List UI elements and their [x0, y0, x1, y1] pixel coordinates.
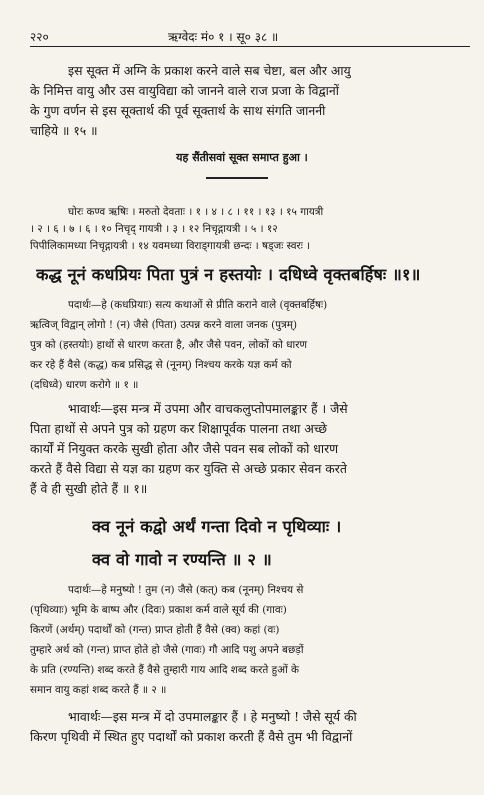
intro-line: पिपीलिकामध्या निचृद्गायत्री । १४ यवमध्या विराड्गायत्री छन्दः । षड्जः स्वरः । — [30, 240, 311, 252]
bhavartha-line: पिता हाथों से अपने पुत्र को ग्रहण कर शिक्षापूर्वक पालना तथा अच्छे — [30, 421, 328, 436]
running-title: ऋग्वेदः मं० १ । सू० ३८ ॥ — [168, 30, 279, 44]
intro-line: घोरः कण्व ऋषिः । मरुतो देवताः । १ । ४ । ८ । ११ । १३ । १५ गायत्री — [68, 206, 324, 218]
bhavartha-line: हैं वे ही सुखी होते हैं ॥ १॥ — [30, 481, 148, 496]
mantra-2-line-2: क्व वो गावो न रण्यन्ति ॥ २ ॥ — [92, 550, 272, 569]
padartha-line: पदार्थः—हे (कधप्रियाः) सत्य कथाओं से प्रीति कराने वाले (वृक्तबर्हिषः) — [68, 299, 328, 311]
bhavartha-line: भावार्थः—इस मन्त्र में उपमा और वाचकलुप्तोपमालङ्कार हैं । जैसे — [68, 401, 348, 416]
padartha-line: कर रहे हैं वैसे (कद्ध) कब प्रसिद्ध से (नूनम्) निश्चय करके यज्ञ कर्म को — [30, 359, 292, 371]
mantra-1: कद्ध नूनं कधप्रियः पिता पुत्रं न हस्तयोः । दधिध्वे वृक्तबर्हिषः ॥१॥ — [36, 265, 421, 284]
intro-line: । २ । ६ । ७ । ६ । १० निचृद् गायत्री । ३ । १२ निचृद्गायत्री । ५ । १२ — [30, 223, 278, 235]
padartha-line: (पृथिव्याः) भूमि के बाष्प और (दिवः) प्रकाश कर्म वाले सूर्य की (गावः) — [30, 604, 287, 616]
padartha-line: तुम्हारे अर्थ को (गन्त) प्राप्त होते हो जैसे (गावः) गौ आदि पशु अपने बछड़ों — [30, 644, 304, 656]
bhavartha-line: करते हैं वैसे विद्या से यज्ञ का ग्रहण कर युक्ति से अच्छे प्रकार सेवन करते — [30, 461, 347, 476]
padartha-line: पुत्र को (हस्तयोः) हाथों से धारण करता है, और जैसे पवन, लोकों को धारण — [30, 339, 308, 351]
header-rule — [30, 46, 470, 47]
summary-line: चाहिये ॥ १५ ॥ — [30, 123, 98, 138]
padartha-line: (दधिध्वे) धारण करोगे ॥ १ ॥ — [30, 379, 139, 391]
padartha-line: ऋत्विज् विद्वान् लोगो ! (न) जैसे (पिता) उत्पन्न करने वाला जनक (पुत्रम्) — [30, 319, 298, 331]
mantra-2-line-1: क्व नूनं कद्वो अर्थं गन्ता दिवो न पृथिव्याः । — [92, 517, 342, 536]
bhavartha-line: कार्यों में नियुक्त करके सुखी होता और जैसे पवन सब लोकों को धारण — [30, 441, 339, 456]
summary-line: के गुण वर्णन से इस सूक्तार्थ की पूर्व सूक्तार्थ के साथ संगति जाननी — [30, 103, 326, 118]
padartha-line: पदार्थः—हे मनुष्यो ! तुम (न) जैसे (कत्) कब (नूनम्) निश्चय से — [68, 584, 304, 596]
bhavartha-line: भावार्थः—इस मन्त्र में दो उपमालङ्कार हैं । हे मनुष्यो ! जैसे सूर्य की — [68, 709, 357, 724]
summary-line: इस सूक्त में अग्नि के प्रकाश करने वाले सब चेष्टा, बल और आयु — [68, 63, 351, 78]
section-divider — [206, 177, 268, 179]
bhavartha-line: किरण पृथिवी में स्थित हुए पदार्थों को प्रकाश करती हैं वैसे तुम भी विद्वानों — [30, 729, 353, 744]
padartha-line: के प्रति (रण्यन्ति) शब्द करते हैं वैसे तुम्हारी गाय आदि शब्द करते हुओं के — [30, 664, 300, 676]
sukta-closing-note: यह सैंतीसवां सूक्त समाप्त हुआ । — [176, 151, 308, 164]
summary-line: के निमित्त वायु और उस वायुविद्या को जानने वाले राज प्रजा के विद्वानों — [30, 83, 339, 98]
padartha-line: किरणें (अर्थम्) पदार्थों को (गन्त) प्राप्त होती हैं वैसे (क्व) कहां (वः) — [30, 624, 280, 636]
page-number: २२० — [30, 30, 49, 44]
padartha-line: समान वायु कहां शब्द करते हैं ॥ २ ॥ — [30, 684, 167, 696]
